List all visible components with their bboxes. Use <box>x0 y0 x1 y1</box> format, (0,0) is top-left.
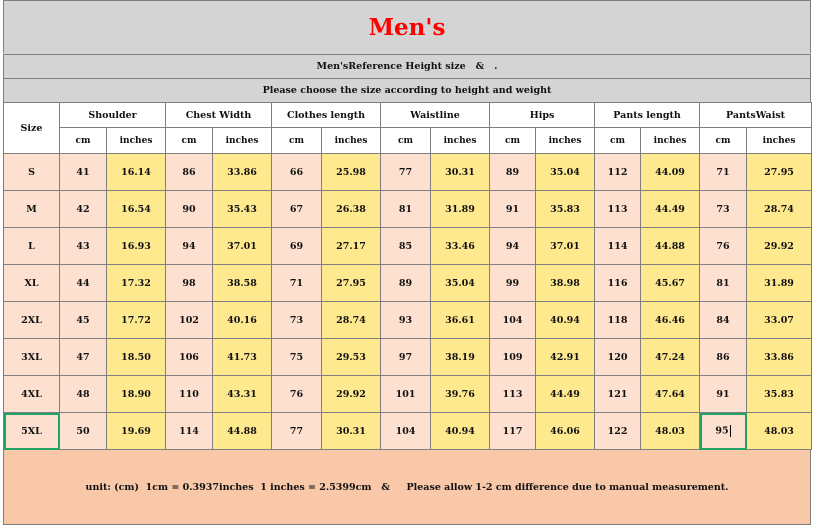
inch-value-cell[interactable]: 29.53 <box>322 339 381 376</box>
size-cell[interactable]: L <box>4 228 60 265</box>
inch-value-cell[interactable]: 27.95 <box>322 265 381 302</box>
cm-value-cell[interactable]: 113 <box>595 191 641 228</box>
inch-value-cell[interactable]: 33.86 <box>213 154 272 191</box>
cm-value-cell[interactable]: 98 <box>166 265 213 302</box>
inch-value-cell[interactable]: 43.31 <box>213 376 272 413</box>
inch-value-cell[interactable]: 17.72 <box>107 302 166 339</box>
cm-value-cell[interactable]: 94 <box>166 228 213 265</box>
cm-value-cell[interactable]: 102 <box>166 302 213 339</box>
unit-header-inches[interactable]: inches <box>536 128 595 154</box>
inch-value-cell[interactable]: 44.88 <box>213 413 272 450</box>
cm-value-cell[interactable]: 109 <box>490 339 536 376</box>
cm-value-cell[interactable]: 118 <box>595 302 641 339</box>
inch-value-cell[interactable]: 35.83 <box>536 191 595 228</box>
inch-value-cell[interactable]: 40.16 <box>213 302 272 339</box>
reference-text: Men'sReference Height size & . <box>316 61 498 72</box>
cm-value-cell[interactable]: 91 <box>490 191 536 228</box>
unit-header-inches[interactable]: inches <box>747 128 812 154</box>
inch-value-cell[interactable]: 36.61 <box>431 302 490 339</box>
cm-value-cell[interactable]: 85 <box>381 228 431 265</box>
cm-value-cell[interactable]: 114 <box>166 413 213 450</box>
cm-value-cell[interactable]: 117 <box>490 413 536 450</box>
inch-value-cell[interactable]: 47.64 <box>641 376 700 413</box>
inch-value-cell[interactable]: 40.94 <box>431 413 490 450</box>
inch-value-cell[interactable]: 33.07 <box>747 302 812 339</box>
inch-value-cell[interactable]: 44.49 <box>536 376 595 413</box>
table-row <box>4 413 812 450</box>
size-header-cell[interactable]: Size <box>4 103 60 154</box>
inch-value-cell[interactable]: 18.50 <box>107 339 166 376</box>
unit-header-cm[interactable]: cm <box>272 128 322 154</box>
inch-value-cell[interactable]: 17.32 <box>107 265 166 302</box>
cm-value-cell[interactable]: 44 <box>60 265 107 302</box>
cm-value-cell[interactable]: 81 <box>700 265 747 302</box>
table-row <box>4 302 812 339</box>
cm-value-cell[interactable]: 50 <box>60 413 107 450</box>
cm-value-cell[interactable]: 71 <box>700 154 747 191</box>
group-header-pants-length[interactable]: Pants length <box>595 103 700 128</box>
table-row <box>4 376 812 413</box>
cm-value-cell[interactable]: 120 <box>595 339 641 376</box>
cm-value-cell[interactable]: 77 <box>272 413 322 450</box>
inch-value-cell[interactable]: 16.93 <box>107 228 166 265</box>
unit-header-cm[interactable]: cm <box>60 128 107 154</box>
size-chart-sheet <box>3 0 811 525</box>
size-cell[interactable]: 5XL <box>4 413 60 450</box>
instruction-row[interactable] <box>3 78 811 102</box>
cm-value-cell[interactable]: 75 <box>272 339 322 376</box>
unit-header-cm[interactable]: cm <box>700 128 747 154</box>
inch-value-cell[interactable]: 46.06 <box>536 413 595 450</box>
table-row <box>4 339 812 376</box>
cm-value-cell[interactable]: 116 <box>595 265 641 302</box>
active-cell-value: 95 <box>715 425 729 437</box>
unit-header-inches[interactable]: inches <box>322 128 381 154</box>
inch-value-cell[interactable]: 38.19 <box>431 339 490 376</box>
inch-value-cell[interactable]: 44.09 <box>641 154 700 191</box>
cm-value-cell[interactable]: 101 <box>381 376 431 413</box>
unit-header-inches[interactable]: inches <box>431 128 490 154</box>
unit-header-cm[interactable]: cm <box>490 128 536 154</box>
size-table <box>3 102 812 450</box>
cm-value-cell[interactable]: 110 <box>166 376 213 413</box>
inch-value-cell[interactable]: 39.76 <box>431 376 490 413</box>
table-row <box>4 154 812 191</box>
cm-value-cell[interactable]: 121 <box>595 376 641 413</box>
cm-value-cell[interactable]: 67 <box>272 191 322 228</box>
group-header-clothes-length[interactable]: Clothes length <box>272 103 381 128</box>
cm-value-cell[interactable]: 43 <box>60 228 107 265</box>
inch-value-cell[interactable]: 35.83 <box>747 376 812 413</box>
inch-value-cell[interactable]: 19.69 <box>107 413 166 450</box>
cm-value-cell[interactable]: 93 <box>381 302 431 339</box>
group-header-hips[interactable]: Hips <box>490 103 595 128</box>
cm-value-cell[interactable]: 91 <box>700 376 747 413</box>
cm-value-cell[interactable]: 99 <box>490 265 536 302</box>
group-header-chest-width[interactable]: Chest Width <box>166 103 272 128</box>
cm-value-cell[interactable]: 76 <box>272 376 322 413</box>
inch-value-cell[interactable]: 45.67 <box>641 265 700 302</box>
group-header-row <box>4 103 812 128</box>
cm-value-cell[interactable]: 94 <box>490 228 536 265</box>
inch-value-cell[interactable]: 27.95 <box>747 154 812 191</box>
inch-value-cell[interactable]: 42.91 <box>536 339 595 376</box>
inch-value-cell[interactable]: 38.58 <box>213 265 272 302</box>
cm-value-cell[interactable]: 86 <box>166 154 213 191</box>
cm-value-cell[interactable]: 73 <box>272 302 322 339</box>
cm-value-cell[interactable]: 47 <box>60 339 107 376</box>
size-cell[interactable]: 4XL <box>4 376 60 413</box>
cm-value-cell[interactable]: 104 <box>381 413 431 450</box>
table-row <box>4 228 812 265</box>
cm-value-cell[interactable]: 84 <box>700 302 747 339</box>
cm-value-cell[interactable]: 97 <box>381 339 431 376</box>
table-row <box>4 265 812 302</box>
size-cell[interactable]: 3XL <box>4 339 60 376</box>
inch-value-cell[interactable]: 31.89 <box>747 265 812 302</box>
size-cell[interactable]: S <box>4 154 60 191</box>
unit-header-row <box>4 128 812 154</box>
inch-value-cell[interactable]: 38.98 <box>536 265 595 302</box>
cm-value-cell[interactable]: 114 <box>595 228 641 265</box>
cm-value-cell[interactable]: 89 <box>490 154 536 191</box>
group-header-shoulder[interactable]: Shoulder <box>60 103 166 128</box>
inch-value-cell[interactable]: 31.89 <box>431 191 490 228</box>
cm-value-cell[interactable]: 73 <box>700 191 747 228</box>
unit-header-cm[interactable]: cm <box>166 128 213 154</box>
size-cell[interactable]: M <box>4 191 60 228</box>
inch-value-cell[interactable]: 28.74 <box>322 302 381 339</box>
unit-header-inches[interactable]: inches <box>213 128 272 154</box>
unit-header-inches[interactable]: inches <box>107 128 166 154</box>
inch-value-cell[interactable]: 48.03 <box>641 413 700 450</box>
inch-value-cell[interactable]: 47.24 <box>641 339 700 376</box>
inch-value-cell[interactable]: 27.17 <box>322 228 381 265</box>
footer-note: unit: (cm) 1cm = 0.3937inches 1 inches = 2.5399cm & Please allow 1-2 cm difference due to manual measurement. <box>85 481 729 493</box>
cm-value-cell[interactable]: 106 <box>166 339 213 376</box>
inch-value-cell[interactable]: 29.92 <box>747 228 812 265</box>
inch-value-cell[interactable]: 29.92 <box>322 376 381 413</box>
table-row <box>4 191 812 228</box>
inch-value-cell[interactable]: 44.88 <box>641 228 700 265</box>
cm-value-cell[interactable]: 89 <box>381 265 431 302</box>
inch-value-cell[interactable]: 35.43 <box>213 191 272 228</box>
size-cell[interactable]: XL <box>4 265 60 302</box>
cm-value-cell[interactable]: 86 <box>700 339 747 376</box>
inch-value-cell[interactable]: 40.94 <box>536 302 595 339</box>
title-row[interactable] <box>3 0 811 53</box>
cm-value-cell[interactable]: 41 <box>60 154 107 191</box>
inch-value-cell[interactable]: 44.49 <box>641 191 700 228</box>
inch-value-cell[interactable]: 30.31 <box>322 413 381 450</box>
inch-value-cell[interactable]: 33.86 <box>747 339 812 376</box>
inch-value-cell[interactable]: 48.03 <box>747 413 812 450</box>
inch-value-cell[interactable]: 33.46 <box>431 228 490 265</box>
inch-value-cell[interactable]: 18.90 <box>107 376 166 413</box>
instruction-text: Please choose the size according to height and weight <box>262 85 552 96</box>
cm-value-cell[interactable]: 71 <box>272 265 322 302</box>
inch-value-cell[interactable]: 16.54 <box>107 191 166 228</box>
page-title: Men's <box>368 13 446 41</box>
cm-value-cell[interactable]: 77 <box>381 154 431 191</box>
reference-row[interactable] <box>3 54 811 78</box>
cm-value-cell[interactable]: 76 <box>700 228 747 265</box>
cm-value-cell[interactable]: 113 <box>490 376 536 413</box>
inch-value-cell[interactable]: 35.04 <box>431 265 490 302</box>
inch-value-cell[interactable]: 25.98 <box>322 154 381 191</box>
cm-value-cell[interactable]: 104 <box>490 302 536 339</box>
group-header-pants-waist[interactable]: PantsWaist <box>700 103 812 128</box>
cm-value-cell[interactable]: 90 <box>166 191 213 228</box>
text-cursor <box>730 425 731 437</box>
inch-value-cell[interactable]: 16.14 <box>107 154 166 191</box>
group-header-waistline[interactable]: Waistline <box>381 103 490 128</box>
inch-value-cell[interactable]: 35.04 <box>536 154 595 191</box>
inch-value-cell[interactable]: 30.31 <box>431 154 490 191</box>
inch-value-cell[interactable]: 26.38 <box>322 191 381 228</box>
cm-value-cell[interactable]: 122 <box>595 413 641 450</box>
cm-value-cell[interactable]: 45 <box>60 302 107 339</box>
inch-value-cell[interactable]: 41.73 <box>213 339 272 376</box>
unit-header-inches[interactable]: inches <box>641 128 700 154</box>
inch-value-cell[interactable]: 37.01 <box>213 228 272 265</box>
inch-value-cell[interactable]: 46.46 <box>641 302 700 339</box>
cm-value-cell[interactable]: 66 <box>272 154 322 191</box>
cm-value-cell[interactable]: 112 <box>595 154 641 191</box>
size-cell[interactable]: 2XL <box>4 302 60 339</box>
cm-value-cell[interactable]: 81 <box>381 191 431 228</box>
inch-value-cell[interactable]: 28.74 <box>747 191 812 228</box>
cm-value-cell[interactable]: 69 <box>272 228 322 265</box>
unit-header-cm[interactable]: cm <box>595 128 641 154</box>
cm-value-cell[interactable]: 42 <box>60 191 107 228</box>
cm-value-cell[interactable]: 48 <box>60 376 107 413</box>
footer-row[interactable] <box>3 450 811 525</box>
active-cell[interactable] <box>700 413 747 450</box>
unit-header-cm[interactable]: cm <box>381 128 431 154</box>
inch-value-cell[interactable]: 37.01 <box>536 228 595 265</box>
